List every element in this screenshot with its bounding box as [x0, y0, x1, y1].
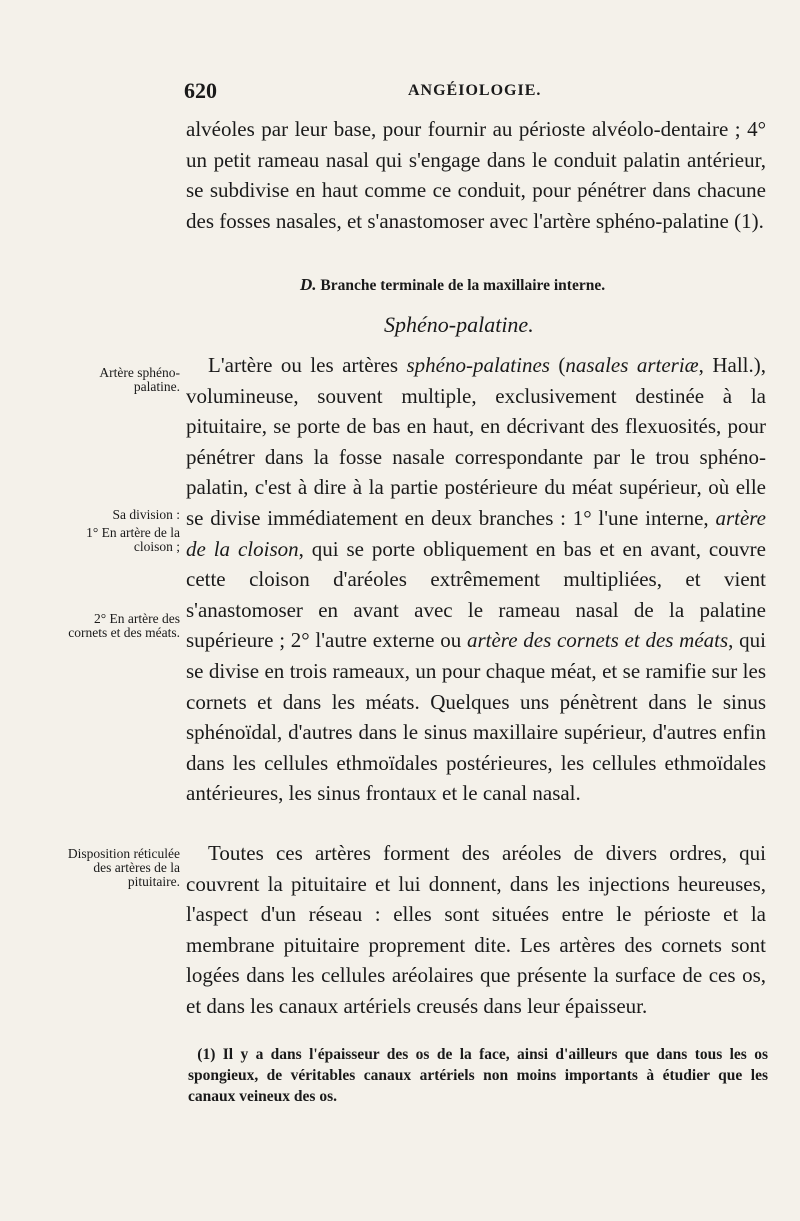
- footnote-text: (1) Il y a dans l'épaisseur des os de la face, ainsi d'ailleurs que dans tous les os spongieux, de véritables canaux artériels non moins importants à étudier que les canaux veineux des os.: [188, 1046, 768, 1105]
- text-run: L'artère ou les artères: [208, 353, 407, 377]
- margin-note-cloison: 1° En artère de la cloison ;: [86, 525, 180, 554]
- footnote: [188, 1044, 768, 1107]
- paragraph-continued: [186, 114, 766, 236]
- paragraph-sphenopalatine: [186, 350, 766, 809]
- text-run: , qui se porte obliquement en bas et en avant, couvre cette cloison d'aréoles extrêmement multipliées, et vient s'anastomoser en avant avec le rameau nasal de la palatine supérieure ; 2° l'autre externe ou: [186, 536, 766, 653]
- italic-term: artère des cornets et des méats: [466, 628, 729, 653]
- italic-term: sphéno-palatines: [406, 353, 550, 377]
- text-run: , qui se divise en trois rameaux, un pour chaque méat, et se ramifie sur les cornets et dans les méats. Quelques uns pénètrent dans le sinus sphénoïdal, d'autres dans le sinus maxillaire supérieur, d'autres enfin dans les cellules ethmoïdales postérieures, les cellules ethmoïdales antérieures, les sinus frontaux et le canal nasal.: [186, 628, 766, 806]
- paragraph-text: alvéoles par leur base, pour fournir au périoste alvéolo-dentaire ; 4° un petit rameau nasal qui s'engage dans le conduit palatin antérieur, se subdivise en haut comme ce conduit, pour pénétrer dans chacune des fosses nasales, et s'anastomoser avec l'artère sphéno-palatine (1).: [186, 117, 766, 233]
- text-run: (: [549, 353, 566, 377]
- paragraph-text: [186, 350, 766, 809]
- running-title: ANGÉIOLOGIE.: [408, 82, 542, 99]
- italic-term: artère de la cloison: [186, 505, 766, 561]
- paragraph-reseau: [186, 838, 766, 1022]
- page-number: 620: [184, 78, 217, 103]
- section-heading: [300, 275, 605, 295]
- margin-note-cornets: 2° En artère des cornets et des méats.: [68, 611, 180, 640]
- margin-note-disposition: Disposition réticulée des artères de la pituitaire.: [67, 846, 180, 889]
- text-run: , Hall.), volumineuse, souvent multiple, exclusivement destinée à la pituitaire, se porte de bas en haut, en décrivant des flexuosités, pour pénétrer dans la fosse nasale correspondante par le trou sphéno-palatin, c'est à dire à la partie postérieure du méat supérieur, où elle se divise immédiatement en deux branches : 1° l'une interne,: [186, 353, 767, 530]
- section-title-text: Branche terminale de la maxillaire interne.: [320, 277, 606, 294]
- subsection-title: Sphéno-palatine.: [384, 312, 534, 337]
- paragraph-text: Toutes ces artères forment des aréoles de divers ordres, qui couvrent la pituitaire et lui donnent, dans les injections heureuses, l'aspect d'un réseau : elles sont situées entre le périoste et la membrane pituitaire proprement dite. Les artères des cornets sont logées dans les cellules aréolaires que présente la surface de ces os, et dans les canaux artériels creusés dans leur épaisseur.: [186, 841, 766, 1018]
- margin-note-division: Sa division :: [112, 507, 180, 522]
- margin-note-sphenopalatine: Artère sphéno-palatine.: [99, 365, 180, 394]
- italic-term: nasales arteriæ: [565, 353, 699, 377]
- page-header: [184, 78, 744, 108]
- section-letter: D.: [300, 275, 317, 294]
